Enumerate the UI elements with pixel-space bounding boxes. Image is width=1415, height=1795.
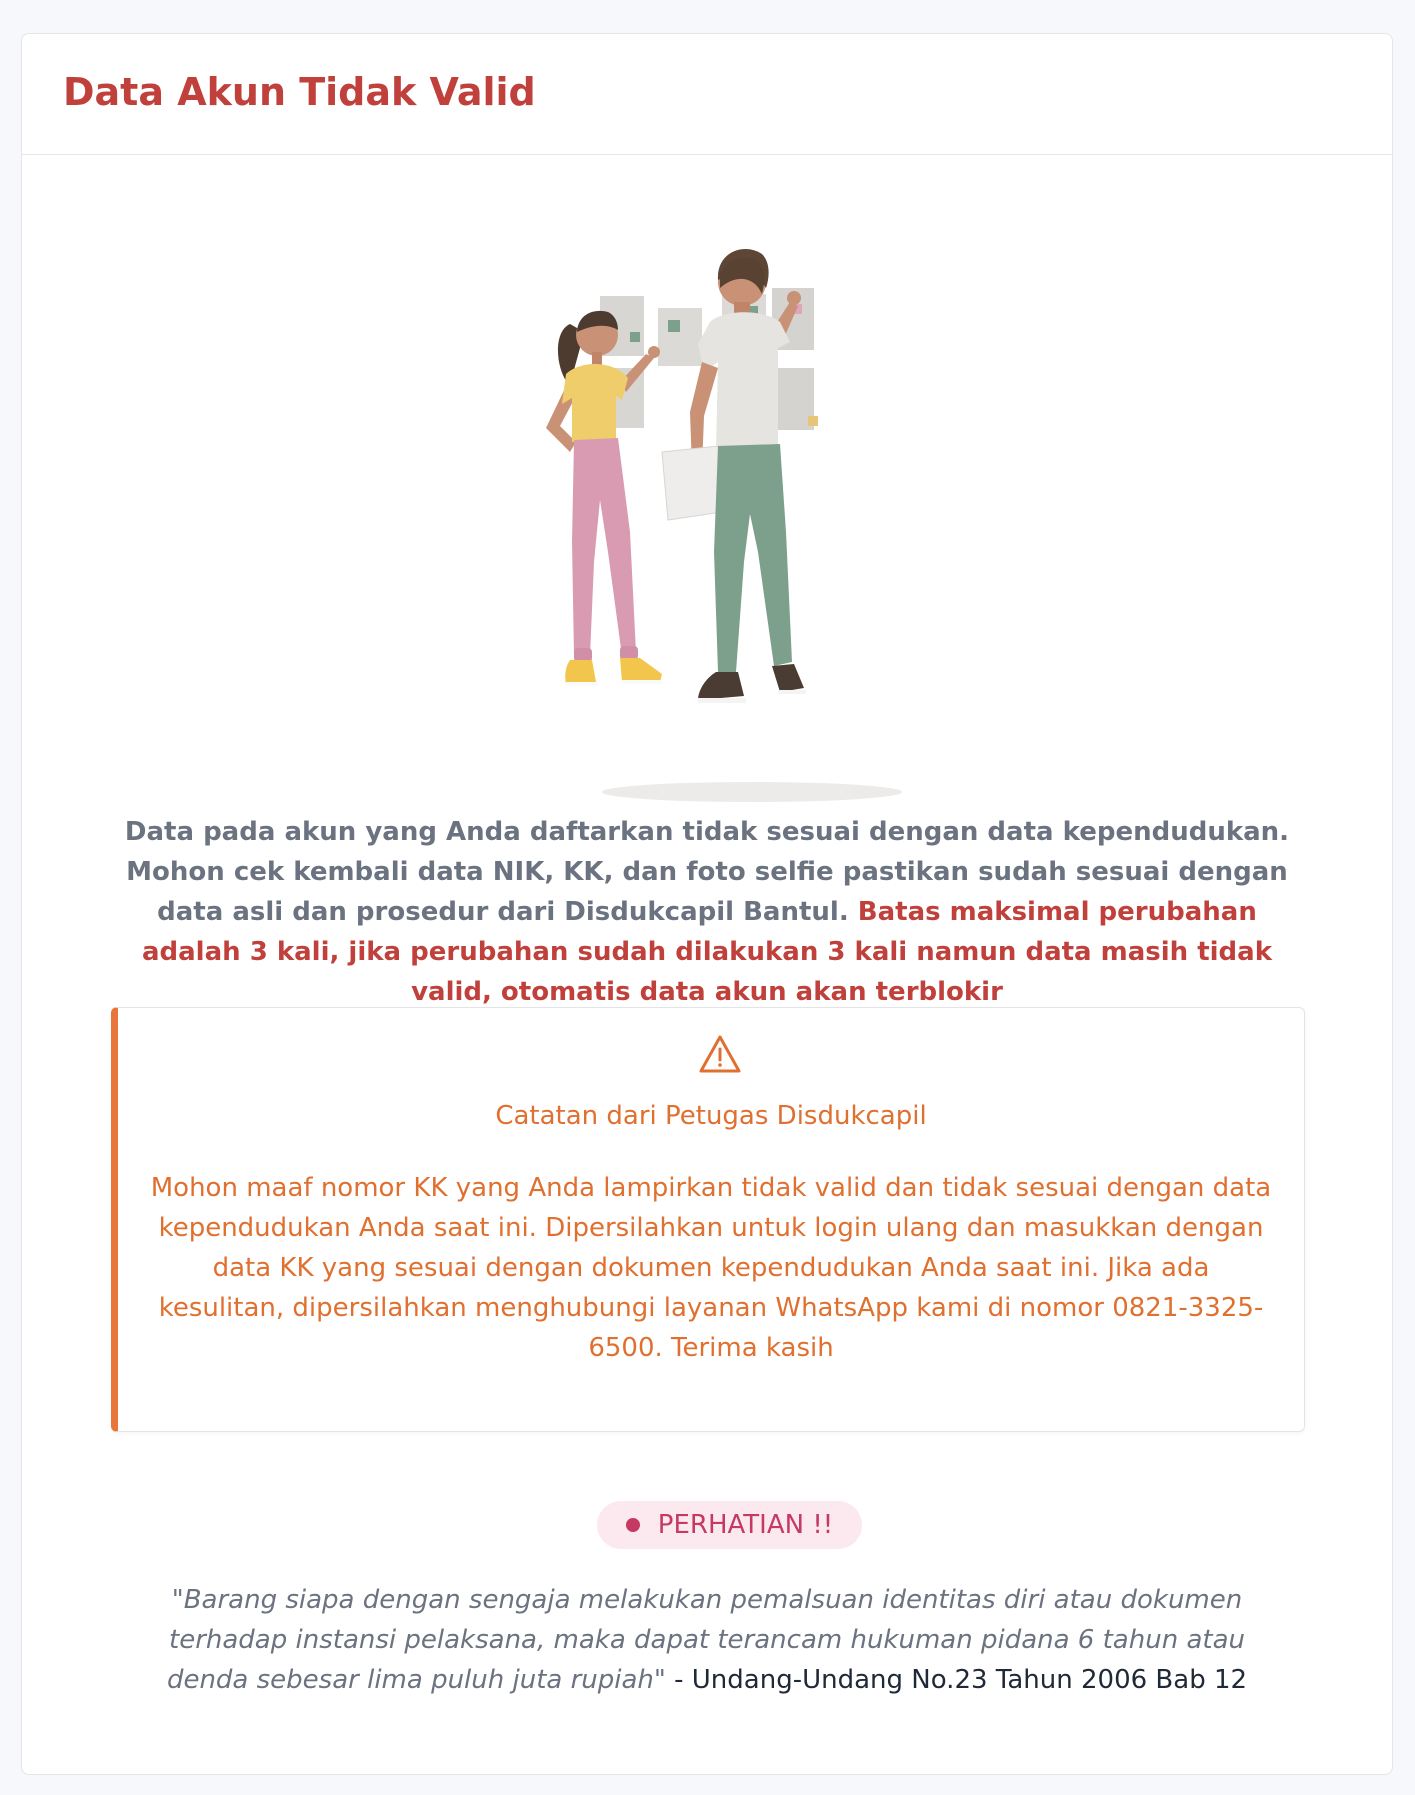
page-title: Data Akun Tidak Valid [63,70,536,114]
account-invalid-message [117,812,1297,1012]
badge-label: PERHATIAN !! [657,1510,834,1540]
message-text: Data pada akun yang Anda daftarkan tidak sesuai dengan data kependudukan. Mohon cek kembali data NIK, KK, dan foto selfie pastikan sudah sesuai dengan data asli dan prosedur dari Disdukcapil Bantul. [124,817,1290,927]
people-reviewing-board-illustration [522,232,922,812]
note-body: Mohon maaf nomor KK yang Anda lampirkan tidak valid dan tidak sesuai dengan data kependudukan Anda saat ini. Dipersilahkan untuk login ulang dan masukkan dengan data KK yang sesuai dengan dokumen kependudukan Anda saat ini. Jika ada kesulitan, dipersilahkan menghubungi layanan WhatsApp kami di nomor 0821-3325-6500. Terima kasih [150,1173,1272,1363]
attention-badge [597,1501,862,1549]
message-warning: Batas maksimal perubahan adalah 3 kali, jika perubahan sudah dilakukan 3 kali namun data masih tidak valid, otomatis data akun akan terblokir [141,897,1273,1007]
legal-warning-quote [132,1580,1282,1700]
badge-dot-icon [626,1518,640,1532]
card-header [22,34,1392,155]
note-title: Catatan dari Petugas Disdukcapil [495,1101,927,1131]
officer-note-box [111,1007,1305,1432]
invalid-account-card [21,33,1393,1775]
warning-triangle-icon [698,1034,742,1074]
quote-text: "Barang siapa dengan sengaja melakukan pemalsuan identitas diri atau dokumen terhadap instansi pelaksana, maka dapat terancam hukuman pidana 6 tahun atau denda sebesar lima puluh juta rupiah" [166,1585,1245,1695]
quote-source: - Undang-Undang No.23 Tahun 2006 Bab 12 [674,1665,1248,1695]
